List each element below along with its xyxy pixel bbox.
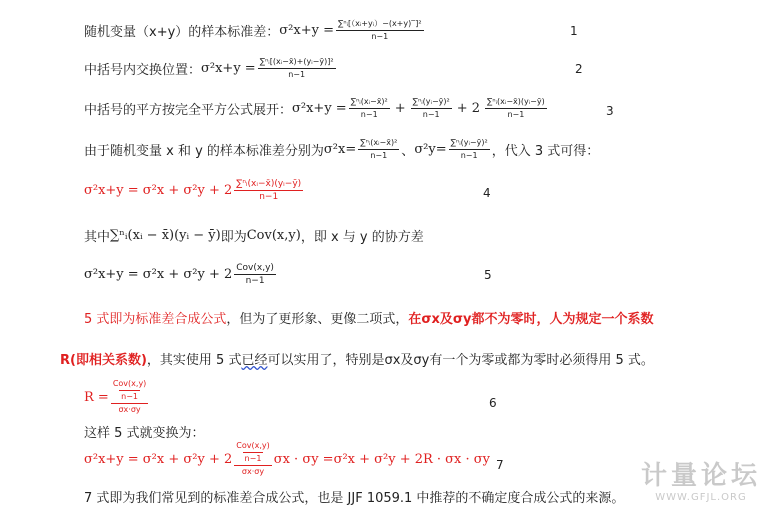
line-4-tail: ，代入 3 式可得： — [491, 144, 600, 159]
line-7-fraction — [234, 262, 276, 287]
line-4-numerator-x: ∑ⁿᵢ(xᵢ−x̄)² — [358, 137, 399, 150]
plus-sign: + — [394, 101, 406, 116]
watermark-title: 计量论坛 — [640, 461, 761, 491]
line-6-cov: Cov(x,y) — [246, 228, 301, 243]
line-3-denominator-1: n−1 — [360, 110, 378, 119]
paragraph-line-11 — [84, 422, 205, 441]
line-3-text: 中括号的平方按完全平方公式展开： — [84, 103, 293, 118]
line-3-fraction-1 — [349, 96, 390, 121]
line-10-numerator — [111, 378, 148, 404]
line-1-text: 随机变量（x+y）的样本标准差： — [84, 25, 280, 40]
line-3-numerator-2: ∑ⁿᵢ(yᵢ−ȳ)² — [411, 96, 452, 109]
line-12-fraction — [234, 440, 271, 478]
equation-number-6: 6 — [489, 396, 497, 410]
line-10-numerator-bottom: n−1 — [121, 392, 138, 401]
equation-line-2 — [84, 56, 338, 81]
equation-number-4: 4 — [483, 186, 491, 200]
equation-number-7: 7 — [496, 458, 504, 472]
line-12-numerator — [234, 440, 271, 466]
line-3-numerator-3: ∑ⁿᵢ(xᵢ−x̄)(yᵢ−ȳ) — [485, 96, 547, 109]
line-2-denominator: n−1 — [288, 70, 306, 79]
line-7-denominator: n−1 — [245, 276, 265, 286]
line-12-lhs: σ²x+y = σ²x + σ²y + 2 — [84, 451, 233, 467]
forum-watermark — [641, 455, 761, 503]
line-1-numerator: ∑ⁿᵢ[（xᵢ+yᵢ）−(x+y)‾]² — [336, 18, 424, 31]
line-5-denominator: n−1 — [259, 192, 279, 202]
equation-line-3 — [84, 96, 549, 121]
line-3-numerator-1: ∑ⁿᵢ(xᵢ−x̄)² — [349, 96, 390, 109]
line-3-fraction-2 — [411, 96, 452, 121]
equation-line-7 — [84, 262, 278, 287]
line-4-denominator-y: n−1 — [460, 151, 478, 160]
equation-line-4 — [84, 137, 599, 162]
line-10-fraction — [111, 378, 148, 416]
equation-number-3: 3 — [606, 104, 614, 118]
line-8-red-2: 在σx及σy都不为零时，人为规定一个系数 — [408, 312, 654, 327]
line-7-lhs: σ²x+y = σ²x + σ²y + 2 — [84, 267, 233, 282]
line-9-underlined: 已经 — [241, 353, 268, 368]
line-4-denominator-x: n−1 — [370, 151, 388, 160]
line-12-numerator-top: Cov(x,y) — [236, 441, 270, 450]
line-10-lhs: R = — [84, 389, 109, 405]
line-8-red-1: 5 式即为标准差合成公式 — [84, 312, 227, 327]
line-2-text: 中括号内交换位置： — [84, 63, 202, 78]
equation-line-6 — [84, 226, 424, 245]
line-8-plain: ，但为了更形象、更像二项式， — [226, 312, 409, 327]
line-6-mid: 即为 — [220, 230, 247, 245]
line-10-denominator: σx·σy — [118, 405, 141, 414]
paragraph-line-9 — [60, 349, 654, 368]
line-4-sigma-x: σ²x= — [323, 142, 357, 157]
line-7-numerator: Cov(x,y) — [236, 263, 274, 273]
line-5-numerator: ∑ⁿᵢ(xᵢ−x̄)(yᵢ−ȳ) — [236, 179, 302, 189]
line-1-denominator: n−1 — [371, 32, 389, 41]
line-3-lhs: σ²x+y = — [292, 101, 347, 116]
equation-line-5 — [84, 178, 305, 203]
line-11-text: 这样 5 式就变换为： — [84, 426, 205, 441]
line-4-separator: 、 — [401, 144, 415, 159]
line-9-red: R(即相关系数) — [60, 353, 147, 368]
line-12-denominator: σx·σy — [241, 467, 265, 476]
line-4-numerator-y: ∑ⁿᵢ(yᵢ−ȳ)² — [449, 137, 490, 150]
line-6-expr: ∑ⁿᵢ(xᵢ − x̄)(yᵢ − ȳ) — [110, 228, 221, 243]
line-13-text: 7 式即为我们常见到的标准差合成公式，也是 JJF 1059.1 中推荐的不确定度合成公式的来源。 — [84, 491, 625, 506]
paragraph-line-8 — [84, 308, 654, 327]
paragraph-line-13 — [84, 487, 624, 506]
line-6-tail: ，即 x 与 y 的协方差 — [300, 230, 424, 245]
line-3-denominator-2: n−1 — [422, 110, 440, 119]
line-5-fraction — [234, 178, 303, 203]
equation-line-12 — [84, 440, 490, 478]
line-9-plain-1: ，其实使用 5 式 — [146, 353, 242, 368]
line-2-lhs: σ²x+y = — [201, 61, 256, 76]
line-1-lhs: σ²x+y = — [279, 23, 334, 38]
line-3-fraction-3 — [485, 96, 547, 121]
line-4-sigma-y: σ²y= — [414, 142, 447, 157]
line-2-numerator: ∑ⁿᵢ[(xᵢ−x̄)+(yᵢ−ȳ)]² — [258, 56, 336, 69]
line-4-fraction-y — [449, 137, 490, 162]
line-3-denominator-3: n−1 — [507, 110, 525, 119]
line-4-text: 由于随机变量 x 和 y 的样本标准差分别为 — [84, 144, 324, 159]
line-4-fraction-x — [358, 137, 399, 162]
equation-number-1: 1 — [570, 24, 578, 38]
equation-line-10 — [84, 378, 150, 416]
line-1-fraction — [336, 18, 424, 43]
equation-line-1 — [84, 18, 426, 43]
line-2-fraction — [258, 56, 336, 81]
line-3-plus-two: + 2 — [456, 101, 481, 116]
line-5-lhs: σ²x+y = σ²x + σ²y + 2 — [84, 183, 233, 198]
line-10-numerator-top: Cov(x,y) — [112, 379, 147, 388]
equation-number-5: 5 — [484, 268, 492, 282]
watermark-url: WWW.GFJL.ORG — [655, 492, 747, 503]
line-9-plain-2: 可以实用了，特别是σx及σy有一个为零或都为零时必须得用 5 式。 — [267, 353, 654, 368]
line-12-rest: σx · σy =σ²x + σ²y + 2R · σx · σy — [273, 451, 491, 467]
equation-number-2: 2 — [575, 62, 583, 76]
line-6-pre: 其中 — [84, 230, 111, 245]
line-12-numerator-bottom: n−1 — [244, 454, 262, 463]
